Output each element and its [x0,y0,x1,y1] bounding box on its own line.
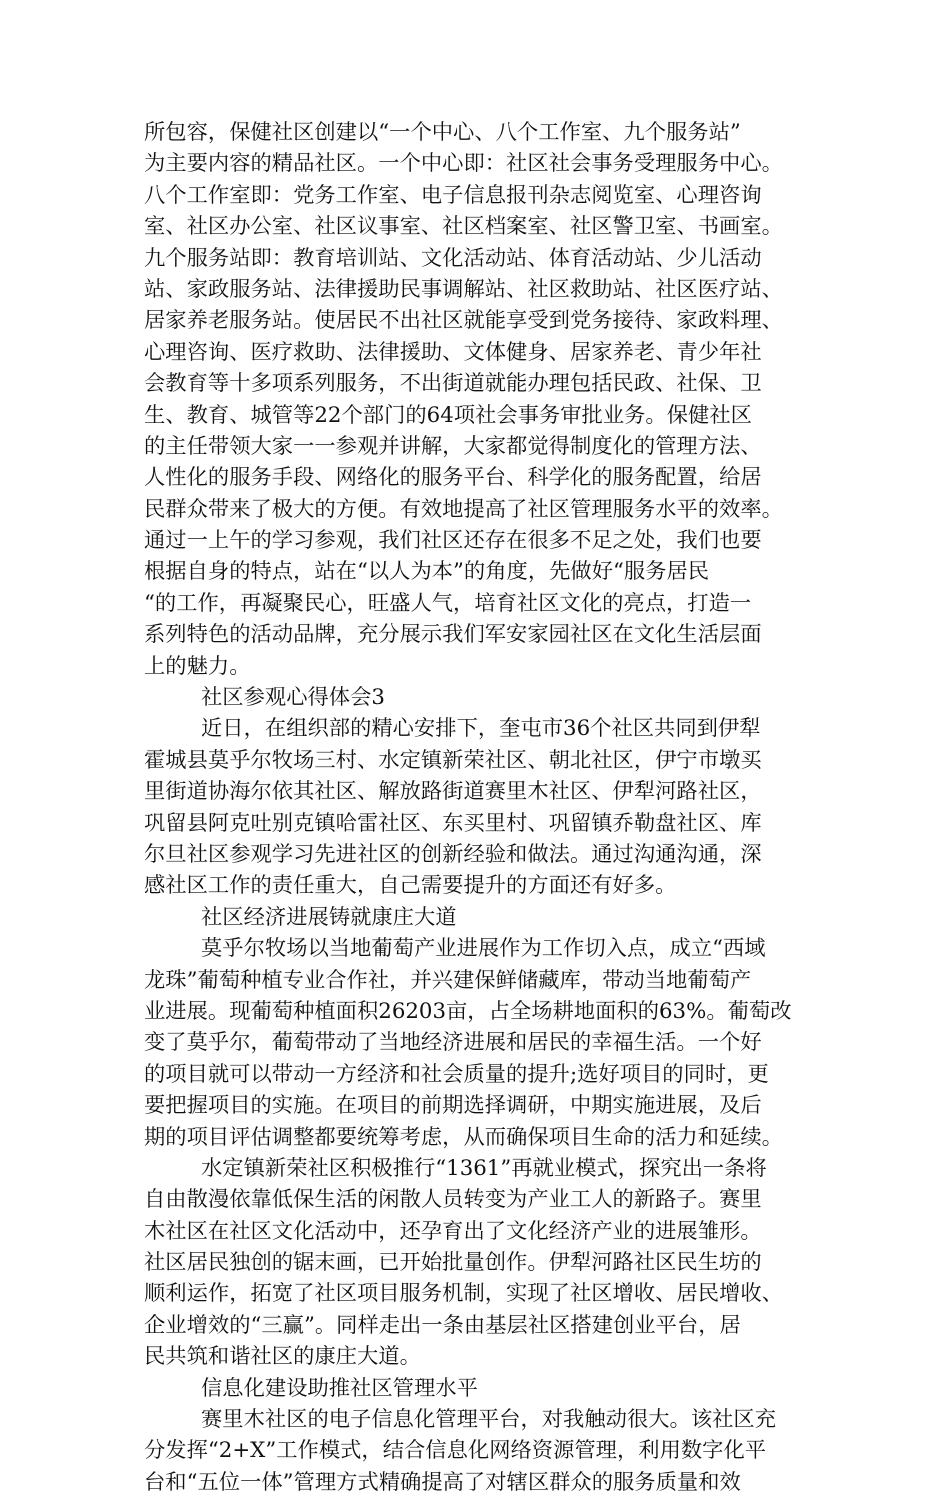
text-line: 根据自身的特点，站在“以人为本”的角度，先做好“服务居民 [144,559,710,585]
text-line: 民群众带来了极大的方便。有效地提高了社区管理服务水平的效率。 [144,496,783,522]
text-line: 居家养老服务站。使居民不出社区就能享受到党务接待、家政料理、 [144,308,783,334]
text-line: 分发挥“2+X”工作模式，结合信息化网络资源管理，利用数字化平 [144,1438,767,1464]
text-line: 站、家政服务站、法律援助民事调解站、社区救助站、社区医疗站、 [144,276,783,302]
text-line: 会教育等十多项系列服务，不出街道就能办理包括民政、社保、卫 [144,371,762,397]
text-line: 莫乎尔牧场以当地葡萄产业进展作为工作切入点，成立“西域 [201,936,766,962]
text-line: 社区经济进展铸就康庄大道 [201,904,457,930]
text-line: 社区居民独创的锯末画，已开始批量创作。伊犁河路社区民生坊的 [144,1250,762,1276]
text-line: 通过一上午的学习参观，我们社区还存在很多不足之处，我们也要 [144,528,762,554]
text-line: 业进展。现葡萄种植面积26203亩，占全场耕地面积的63%。葡萄改 [144,998,792,1024]
text-line: 的主任带领大家一一参观并讲解，大家都觉得制度化的管理方法、 [144,433,762,459]
text-line: 期的项目评估调整都要统筹考虑，从而确保项目生命的活力和延续。 [144,1124,783,1150]
text-line: 所包容，保健社区创建以“一个中心、八个工作室、九个服务站” [144,120,741,145]
text-line: 上的魅力。 [144,653,251,679]
text-line: 水定镇新荣社区积极推行“1361”再就业模式，探究出一条将 [201,1155,767,1181]
document-body [144,117,824,1498]
text-line: 自由散漫依靠低保生活的闲散人员转变为产业工人的新路子。赛里 [144,1187,762,1213]
text-line: 人性化的服务手段、网络化的服务平台、科学化的服务配置，给居 [144,465,762,491]
text-line: 民共筑和谐社区的康庄大道。 [144,1344,421,1370]
text-line: 顺利运作，拓宽了社区项目服务机制，实现了社区增收、居民增收、 [144,1281,783,1307]
text-line: 企业增效的“三赢”。同样走出一条由基层社区搭建创业平台，居 [144,1312,741,1338]
text-line: 室、社区办公室、社区议事室、社区档案室、社区警卫室、书画室。 [144,214,783,240]
text-line: 要把握项目的实施。在项目的前期选择调研，中期实施进展，及后 [144,1093,762,1119]
text-line: 为主要内容的精品社区。一个中心即：社区社会事务受理服务中心。 [144,151,783,177]
text-line: 尔旦社区参观学习先进社区的创新经验和做法。通过沟通沟通，深 [144,841,762,867]
text-line: 霍城县莫乎尔牧场三村、水定镇新荣社区、朝北社区，伊宁市墩买 [144,747,762,773]
text-line: 里街道协海尔依其社区、解放路街道赛里木社区、伊犁河路社区， [144,779,762,805]
text-line: 龙珠”葡萄种植专业合作社，并兴建保鲜储藏库，带动当地葡萄产 [144,967,752,993]
text-line: 心理咨询、医疗救助、法律援助、文体健身、居家养老、青少年社 [144,339,762,365]
text-line: 巩留县阿克吐别克镇哈雷社区、东买里村、巩留镇乔勒盘社区、库 [144,810,762,836]
text-line: “的工作，再凝聚民心，旺盛人气，培育社区文化的亮点，打造一 [144,590,752,616]
text-line: 九个服务站即：教育培训站、文化活动站、体育活动站、少儿活动 [144,245,762,271]
text-line: 变了莫乎尔，葡萄带动了当地经济进展和居民的幸福生活。一个好 [144,1030,762,1056]
text-line: 社区参观心得体会3 [201,685,385,711]
text-line: 系列特色的活动品牌，充分展示我们军安家园社区在文化生活层面 [144,622,762,648]
text-line: 木社区在社区文化活动中，还孕育出了文化经济产业的进展雏形。 [144,1218,762,1244]
text-line: 近日，在组织部的精心安排下，奎屯市36个社区共同到伊犁 [201,716,761,742]
text-line: 感社区工作的责任重大，自己需要提升的方面还有好多。 [144,873,677,899]
text-line: 信息化建设助推社区管理水平 [201,1375,478,1401]
text-line: 生、教育、城管等22个部门的64项社会事务审批业务。保健社区 [144,402,752,428]
text-line: 赛里木社区的电子信息化管理平台，对我触动很大。该社区充 [201,1407,777,1433]
text-line: 台和“五位一体”管理方式精确提高了对辖区群众的服务质量和效 [144,1469,741,1495]
text-line: 八个工作室即：党务工作室、电子信息报刊杂志阅览室、心理咨询 [144,182,762,208]
text-line: 的项目就可以带动一方经济和社会质量的提升;选好项目的同时，更 [144,1061,769,1087]
